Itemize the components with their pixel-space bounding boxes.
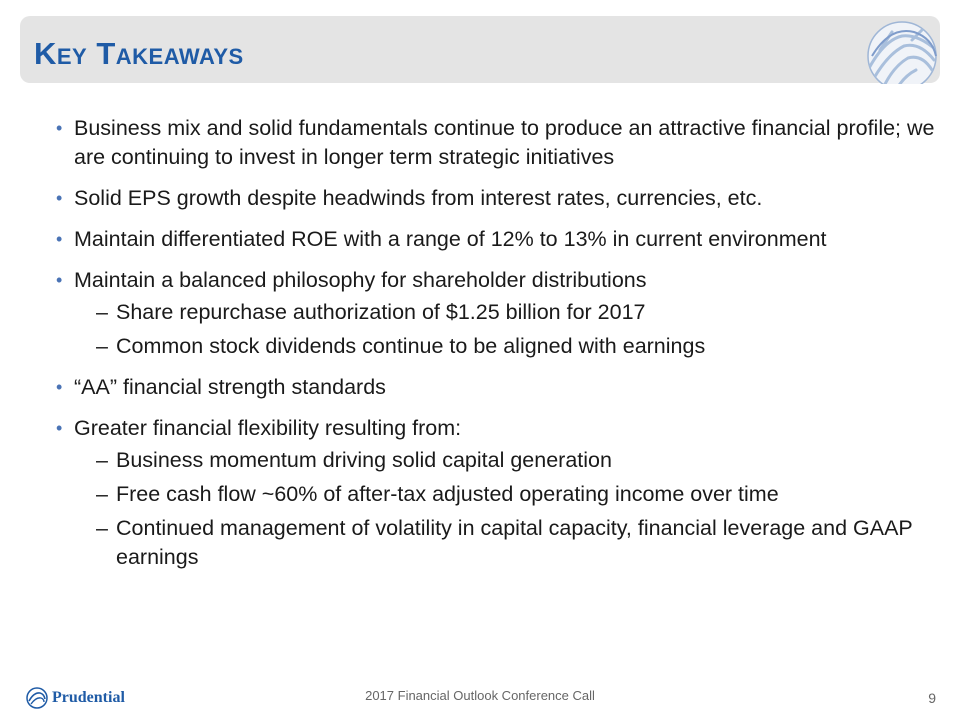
- bullet-marker: •: [56, 118, 63, 138]
- sub-bullet-item: [74, 446, 936, 475]
- slide-title: Key Takeaways: [34, 36, 244, 71]
- page-number: 9: [928, 690, 936, 706]
- bullet-marker: •: [56, 377, 63, 397]
- bullet-text: Maintain a balanced philosophy for shareholder distributions: [74, 268, 647, 292]
- sub-bullet-text: Share repurchase authorization of $1.25 billion for 2017: [116, 300, 646, 324]
- sub-bullet-marker: –: [96, 300, 108, 324]
- sub-bullet-list: [74, 446, 936, 572]
- bullet-marker: •: [56, 418, 63, 438]
- sub-bullet-marker: –: [96, 482, 108, 506]
- sub-bullet-marker: –: [96, 448, 108, 472]
- sub-bullet-item: [74, 332, 936, 361]
- footer-caption: 2017 Financial Outlook Conference Call: [365, 688, 595, 703]
- bullet-marker: •: [56, 270, 63, 290]
- sub-bullet-marker: –: [96, 334, 108, 358]
- bullet-item: [56, 414, 936, 572]
- sub-bullet-item: [74, 298, 936, 327]
- sub-bullet-item: [74, 480, 936, 509]
- sub-bullet-list: [74, 298, 936, 361]
- sub-bullet-text: Common stock dividends continue to be aligned with earnings: [116, 334, 706, 358]
- sub-bullet-text: Continued management of volatility in capital capacity, financial leverage and GAAP earnings: [116, 516, 913, 569]
- bullet-marker: •: [56, 188, 63, 208]
- bullet-text: “AA” financial strength standards: [74, 375, 386, 399]
- bullet-item: [56, 225, 936, 254]
- bullet-text: Maintain differentiated ROE with a range of 12% to 13% in current environment: [74, 227, 827, 251]
- bullet-item: [56, 184, 936, 213]
- bullet-text: Solid EPS growth despite headwinds from interest rates, currencies, etc.: [74, 186, 763, 210]
- bullet-text: Business mix and solid fundamentals continue to produce an attractive financial profile; we are continuing to invest in longer term strategic initiatives: [74, 116, 935, 169]
- bullet-item: [56, 266, 936, 361]
- bullet-item: [56, 373, 936, 402]
- brand-name: Prudential: [52, 689, 125, 706]
- bullet-item: [56, 114, 936, 172]
- bullet-marker: •: [56, 229, 63, 249]
- bullet-list: [56, 114, 936, 584]
- sub-bullet-text: Free cash flow ~60% of after-tax adjusted operating income over time: [116, 482, 779, 506]
- sub-bullet-item: [74, 514, 936, 572]
- rock-of-gibraltar-icon: [862, 20, 942, 84]
- sub-bullet-marker: –: [96, 516, 108, 540]
- bullet-text: Greater financial flexibility resulting from:: [74, 416, 462, 440]
- sub-bullet-text: Business momentum driving solid capital generation: [116, 448, 612, 472]
